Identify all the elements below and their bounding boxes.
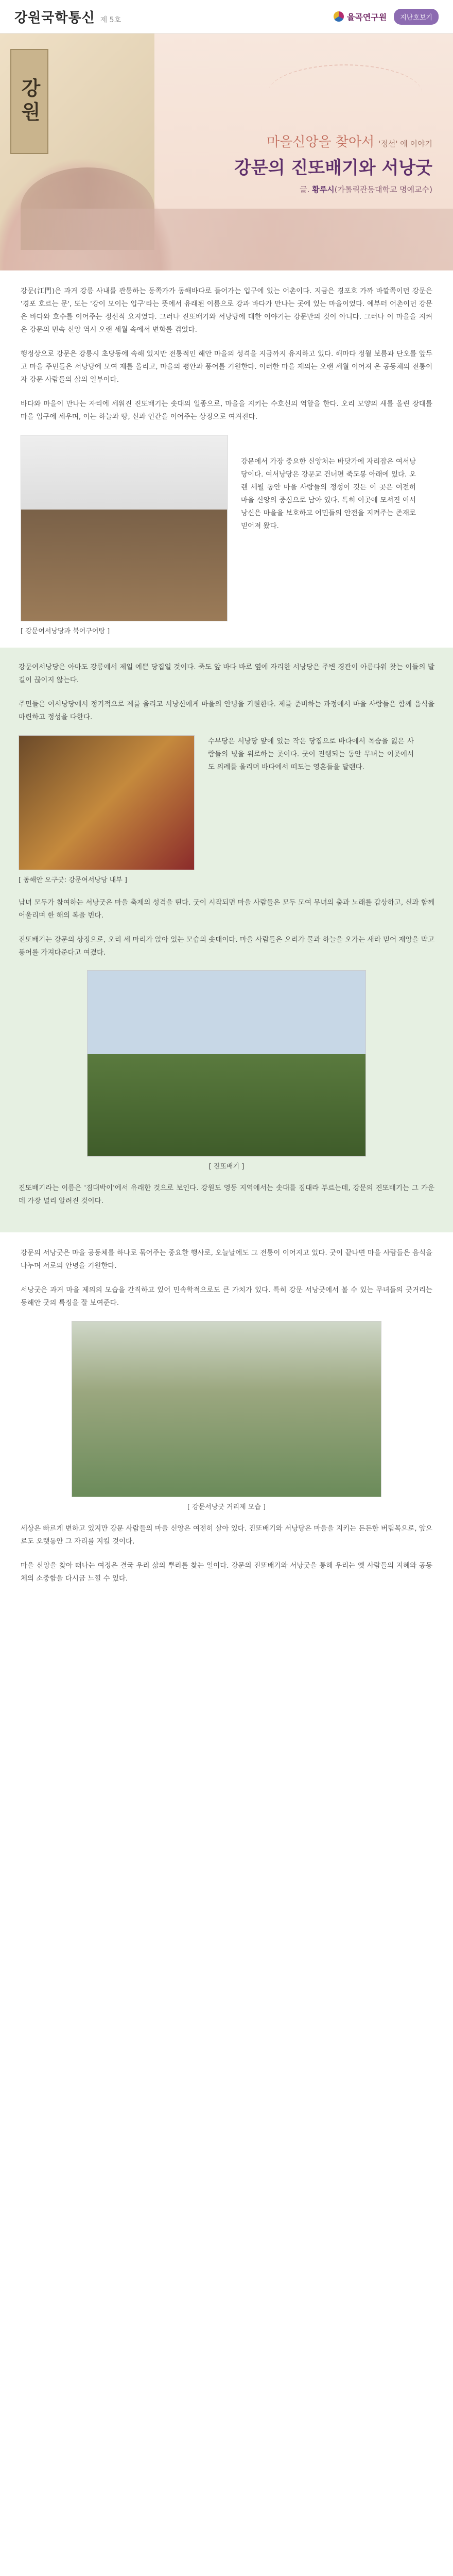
article-body [0, 270, 453, 635]
paragraph: 강문(江門)은 과거 강릉 사내를 관통하는 동쪽가가 동해바다로 들어가는 입구에 있는 어촌이다. 지금은 경포호 가까 바깥쪽이던 강문은 '경포 호르는 문', 또는 '강이 모이는 입구'라는 뜻에서 유래된 이름으로 강과 바다가 만나는 곳에 있는 마을이었다. 예부터 어촌이던 강문은 바다와 호수를 이어주는 정신적 요지였다. 그러나 진또배기와 서낭당에 대한 이야기는 강문만의 것이 아니다. 그러나 이 마을을 지켜 온 강문의 민속 신앙 역시 오랜 세월 속에서 변화를 겪었다. [21, 287, 432, 334]
photo-caption: [ 진또배기 ] [208, 1163, 245, 1171]
article-title: 강문의 진또배기와 서낭굿 [234, 158, 432, 178]
org-logo[interactable]: 율곡연구원 [334, 11, 387, 23]
photo-caption: [ 동해안 오구굿: 강문여서낭당 내부 ] [19, 876, 127, 884]
logo-icon [334, 11, 344, 22]
paragraph: 남녀 모두가 참여하는 서낭굿은 마을 축제의 성격을 띤다. 굿이 시작되면 마을 사람들은 모두 모여 무녀의 춤과 노래를 감상하고, 신과 함께 어울리며 한 해의 복을 빈다. [19, 898, 434, 920]
prev-issues-button[interactable]: 지난호보기 [394, 9, 439, 25]
paragraph: 진또배기는 강문의 상징으로, 오리 세 마리가 앉아 있는 모습의 솟대이다. 마을 사람들은 오리가 물과 하늘을 오가는 새라 믿어 재앙을 막고 풍어를 가져다준다고 여겼다. [19, 935, 434, 957]
header [0, 0, 453, 33]
decor-lines [268, 64, 422, 122]
paragraph: 진또배기라는 이름은 '짐대박이'에서 유래한 것으로 보인다. 강원도 영동 지역에서는 솟대를 짐대라 부르는데, 강문의 진또배기는 그 가운데 가장 널리 알려진 것이다. [19, 1184, 434, 1206]
author-line: 글. 황루시(가톨릭관동대학교 명예교수) [300, 185, 432, 194]
paragraph: 마을 신앙을 찾아 떠나는 여정은 결국 우리 삶의 뿌리를 찾는 일이다. 강문의 진또배기와 서낭굿을 통해 우리는 옛 사람들의 지혜와 공동체의 소중함을 다시금 느낄 수 있다. [21, 1562, 432, 1583]
paragraph: 세상은 빠르게 변하고 있지만 강문 사람들의 마을 신앙은 여전히 살아 있다. 진또배기와 서낭당은 마을을 지키는 든든한 버팀목으로, 앞으로도 오랫동안 그 자리를 지킬 것이다. [21, 1524, 432, 1546]
issue-number: 제 5호 [100, 15, 121, 24]
photo-caption: [ 강문여서낭당과 북어구어탕 ] [21, 627, 110, 635]
hero-people-illustration [0, 209, 453, 270]
paragraph: 주민들은 여서낭당에서 정기적으로 제를 올리고 서낭신에게 마을의 안녕을 기원한다. 제를 준비하는 과정에서 마을 사람들은 함께 음식을 마련하고 정성을 다한다. [19, 700, 434, 721]
hero-sign: 강원 [10, 49, 48, 154]
hero-banner [0, 33, 453, 270]
newsletter-title: 강원국학통신 [14, 10, 95, 26]
paragraph: 강문의 서낭굿은 마을 공동체를 하나로 묶어주는 중요한 행사로, 오늘날에도 그 전통이 이어지고 있다. 굿이 끝나면 마을 사람들은 음식을 나누며 서로의 안녕을 기원한다. [21, 1249, 432, 1270]
shrine-photo [21, 435, 228, 621]
shrine-interior-photo [19, 735, 195, 870]
paragraph: 강문에서 가장 중요한 신앙처는 바닷가에 자리잡은 여서낭당이다. 여서낭당은 강문교 건너편 죽도봉 아래에 있다. 오랜 세월 동안 마을 사람들의 정성이 깃든 이 곳은 여전히 마을 신앙의 중심으로 남아 있다. 특히 이곳에 모셔진 여서낭신은 마을을 보호하고 어민들의 안전을 지켜주는 존재로 믿어져 왔다. [241, 457, 416, 530]
street-ritual-photo [72, 1321, 381, 1497]
photo-caption: [ 강문서낭굿 거리제 모습 ] [187, 1503, 266, 1512]
paragraph: 행정상으로 강문은 강릉시 초당동에 속해 있지만 전통적인 해안 마을의 성격을 지금까지 유지하고 있다. 해마다 정월 보름과 단오를 앞두고 마을 주민들은 서낭당에 모여 제를 올리고, 마을의 평안과 풍어를 기원한다. 이러한 마을 제의는 오랜 세월 이어져 온 공동체의 전통이자 강문 사람들의 삶의 일부이다. [21, 349, 432, 384]
paragraph: 강문여서낭당은 아마도 강릉에서 제일 예쁜 당집일 것이다. 죽도 앞 바다 바로 옆에 자리한 서낭당은 주변 경관이 아름다워 찾는 이들의 발길이 끊이지 않는다. [19, 663, 434, 684]
paragraph: 바다와 마을이 만나는 자리에 세워진 진또배기는 솟대의 일종으로, 마을을 지키는 수호신의 역할을 한다. 오리 모양의 새를 올린 장대를 마을 입구에 세우며, 이는 하늘과 땅, 신과 인간을 이어주는 상징으로 여겨진다. [21, 399, 432, 421]
paragraph: 서낭굿은 과거 마을 제의의 모습을 간직하고 있어 민속학적으로도 큰 가치가 있다. 특히 강문 서낭굿에서 볼 수 있는 무녀들의 굿거리는 동해안 굿의 특징을 잘 보여준다. [21, 1286, 432, 1308]
green-section [0, 648, 453, 1233]
series-kicker: 마을신앙을 찾아서 '정선' 에 이야기 [267, 134, 432, 150]
jindobaegi-photo [87, 970, 366, 1157]
paragraph: 수부당은 서낭당 앞에 있는 작은 당집으로 바다에서 목숨을 잃은 사람들의 넋을 위로하는 곳이다. 굿이 진행되는 동안 무녀는 이곳에서도 의례를 올리며 바다에서 떠도는 영혼들을 달랜다. [208, 737, 414, 771]
